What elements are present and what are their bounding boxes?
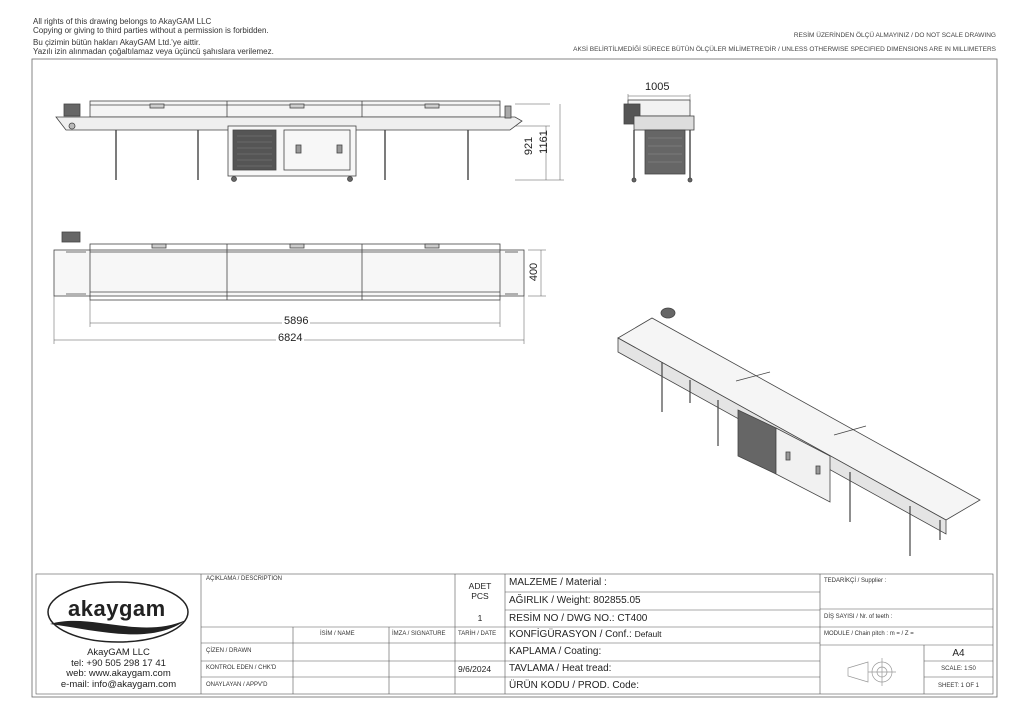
weight-row xyxy=(509,595,641,606)
conf-value: Default xyxy=(634,629,662,639)
sheet-value: SHEET: 1 OF 1 xyxy=(937,683,979,689)
pcs-header xyxy=(455,581,505,601)
dwg-row xyxy=(509,613,647,624)
dim-front-921: 921 xyxy=(523,136,536,156)
name-column-label: İSİM / NAME xyxy=(320,631,355,637)
isometric-view xyxy=(618,308,980,556)
weight-value: 802855.05 xyxy=(593,595,641,606)
company-info xyxy=(36,648,201,690)
scale-value: SCALE: 1:50 xyxy=(941,666,976,672)
heat-label: TAVLAMA / Heat tread: xyxy=(509,663,612,674)
dim-top-400: 400 xyxy=(528,262,541,282)
coating-label: KAPLAMA / Coating: xyxy=(509,646,602,657)
conf-row xyxy=(509,629,662,640)
paper-size: A4 xyxy=(952,648,965,659)
supplier-label: TEDARİKÇİ / Supplier : xyxy=(824,578,887,584)
dim-top-5896: 5896 xyxy=(284,315,309,327)
weight-label: AĞIRLIK / Weight: xyxy=(509,595,591,606)
top-view xyxy=(54,232,524,300)
date-column-label: TARİH / DATE xyxy=(458,631,497,637)
front-view xyxy=(56,101,522,182)
conf-label: KONFİGÜRASYON / Conf.: xyxy=(509,629,632,640)
module-label: MODULE / Chain pitch : m = / Z = xyxy=(824,631,914,637)
side-view xyxy=(624,100,694,182)
projection-symbol-icon xyxy=(848,658,896,686)
company-name: AkayGAM LLC xyxy=(87,647,150,658)
dim-top-6824: 6824 xyxy=(278,332,303,344)
notice-line-3: Bu çizimin bütün hakları AkayGAM Ltd.'ye aittir. xyxy=(33,38,201,47)
company-tel: tel: +90 505 298 17 41 xyxy=(71,657,166,669)
signature-column-label: İMZA / SIGNATURE xyxy=(392,631,446,637)
checked-label: KONTROL EDEN / CHK'D xyxy=(206,665,277,671)
notice-line-2: Copying or giving to third parties without a permission is forbidden. xyxy=(33,26,269,35)
scale-notice-line-1: RESİM ÜZERİNDEN ÖLÇÜ ALMAYINIZ / DO NOT SCALE DRAWING xyxy=(793,32,996,39)
pcs-label-1: ADET xyxy=(468,581,492,591)
company-email: e-mail: info@akaygam.com xyxy=(60,678,177,690)
notice-line-1: All rights of this drawing belongs to AkayGAM LLC xyxy=(33,17,212,26)
notice-line-4: Yazılı izin alınmadan çoğaltılamaz veya üçüncü şahıslara verilemez. xyxy=(33,47,274,56)
pcs-value: 1 xyxy=(477,613,483,623)
material-label: MALZEME / Material : xyxy=(509,577,607,588)
pcs-label-2: PCS xyxy=(471,591,489,601)
teeth-label: DİŞ SAYISI / Nr. of teeth : xyxy=(824,614,893,620)
description-label: AÇIKLAMA / DESCRIPTION xyxy=(206,576,283,582)
approved-label: ONAYLAYAN / APPV'D xyxy=(206,682,268,688)
logo-text: akaygam xyxy=(68,596,166,621)
date-value: 9/6/2024 xyxy=(458,664,492,674)
drawn-label: ÇİZEN / DRAWN xyxy=(206,648,252,654)
dwg-label: RESİM NO / DWG NO.: xyxy=(509,613,615,624)
dim-front-1161: 1161 xyxy=(537,130,550,154)
prod-code-label: ÜRÜN KODU / PROD. Code: xyxy=(509,680,640,691)
dim-side-1005: 1005 xyxy=(645,81,670,93)
scale-notice-line-2: AKSİ BELİRTİLMEDİĞİ SÜRECE BÜTÜN ÖLÇÜLER MİLİMETRE'DİR / UNLESS OTHERWISE SPECIFIED DIMENSIONS ARE IN MILLIMETERS xyxy=(573,46,996,53)
company-web: web: www.akaygam.com xyxy=(66,668,171,679)
dwg-value: CT400 xyxy=(617,613,648,624)
